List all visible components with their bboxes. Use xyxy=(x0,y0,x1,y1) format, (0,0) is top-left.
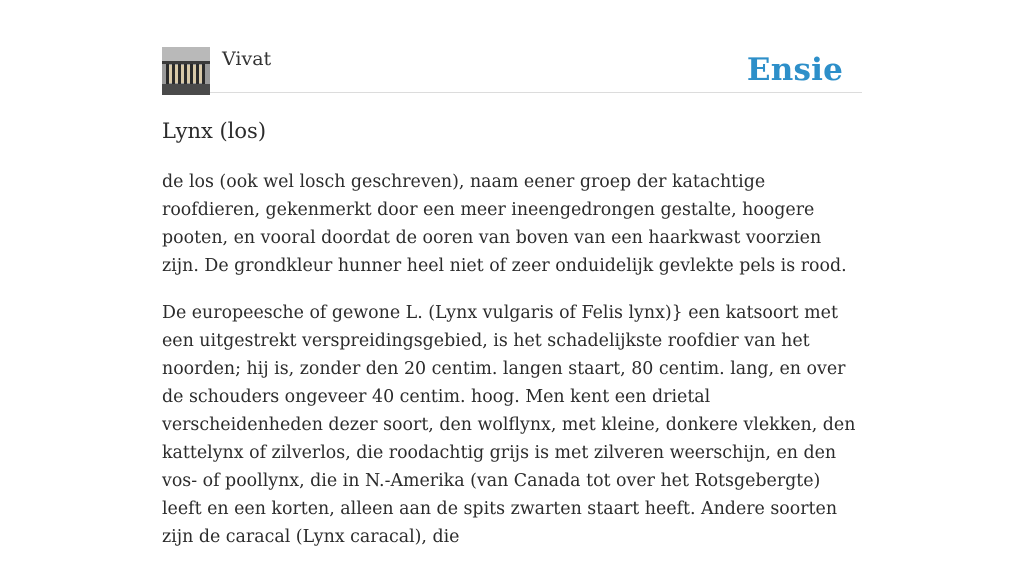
username[interactable]: Vivat xyxy=(222,48,272,70)
article-title: Lynx (los) xyxy=(162,119,267,143)
article-paragraph: De europeesche of gewone L. (Lynx vulgaris of Felis lynx)} een katsoort met een uitgestrekt verspreidingsgebied, is het schadelijkste roofdier van het noorden; hij is, zonder den 20 centim. langen staart, 80 centim. lang, en over de schouders ongeveer 40 centim. hoog. Men kent een drietal verscheidenheden dezer soort, den wolflynx, met kleine, donkere vlekken, den kattelynx of zilverlos, die roodachtig grijs is met zilveren weerschijn, en den vos- of poollynx, die in N.-Amerika (van Canada tot over het Rotsgebergte) leeft en een korten, alleen aan de spits zwarten staart heeft. Andere soorten zijn de caracal (Lynx caracal), die xyxy=(162,303,856,547)
brand-logo[interactable]: Ensie xyxy=(746,52,843,88)
article-body xyxy=(162,168,862,570)
article-paragraph: de los (ook wel losch geschreven), naam eener groep der katachtige roofdieren, gekenmerkt door een meer ineengedrongen gestalte, hoogere pooten, en vooral doordat de ooren van boven van een haarkwast voorzien zijn. De grondkleur hunner heel niet of zeer onduidelijk gevlekte pels is rood. xyxy=(162,172,847,276)
avatar[interactable] xyxy=(162,47,210,95)
avatar-image xyxy=(162,47,210,95)
page-header xyxy=(162,46,862,93)
